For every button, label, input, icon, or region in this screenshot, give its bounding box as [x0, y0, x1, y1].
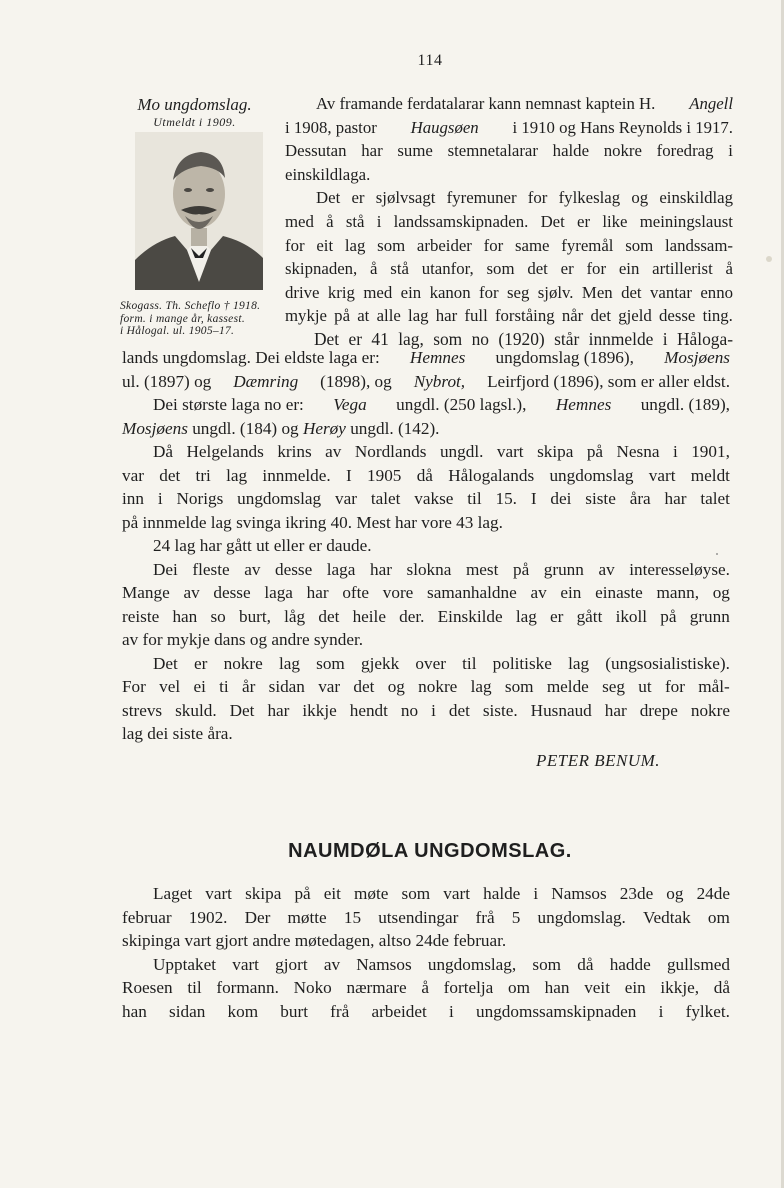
text-line: var det tri lag innmelde. I 1905 då Hålogalands ungdomslag vart meldt: [122, 465, 730, 485]
text-line: Mosjøens ungdl. (184) og Herøy ungdl. (142).: [122, 418, 440, 438]
article-full-column: [122, 346, 730, 746]
text-line: lag dei siste åra.: [122, 724, 233, 743]
text-line: februar 1902. Der møtte 15 utsendingar frå 5 ungdomslag. Vedtak om: [122, 907, 730, 927]
paper-speck: [716, 553, 718, 555]
text-line: Dei fleste av desse laga har slokna mest på grunn av interesseløyse.: [153, 559, 730, 579]
text-line: Då Helgelands krins av Nordlands ungdl. vart skipa på Nesna i 1901,: [153, 442, 730, 461]
text-line: 24 lag har gått ut eller er daude.: [153, 536, 372, 555]
text-line: for eit lag som arbeider for same fyremål som landssam-: [285, 235, 733, 255]
article-narrow-column: [285, 92, 733, 352]
text-line: inn i Norigs ungdomslag var talet vakse til 15. I dei siste åra har talet: [122, 489, 730, 508]
text-line: Upptaket vart gjort av Namsos ungdomslag, som då hadde gullsmed: [153, 954, 730, 974]
text-line: mykje på at alle lag har full forståing når det gjeld desse ting.: [285, 306, 733, 326]
text-line: einskildlaga.: [285, 164, 371, 184]
text-line: Dei største laga no er: Vega ungdl. (250 lagsl.), Hemnes ungdl. (189),: [153, 395, 730, 414]
text-line: Roesen til formann. Noko nærmare å fortelja om han veit ein ikkje, då: [122, 978, 730, 997]
page-number: 114: [417, 52, 443, 69]
caption-subtitle: Utmeldt i 1909.: [153, 115, 236, 129]
portrait-photo: [135, 132, 263, 290]
text-line: Laget vart skipa på eit møte som vart halde i Namsos 23de og 24de: [153, 884, 730, 903]
portrait-caption-top: [112, 95, 277, 129]
text-line: Det er nokre lag som gjekk over til politiske lag (ungsosialistiske).: [153, 653, 730, 673]
text-line: strevs skuld. Det har ikkje hendt no i det siste. Husnaud har drepe nokre: [122, 700, 730, 720]
portrait-caption-line: Skogass. Th. Scheflo † 1918.: [120, 300, 261, 312]
paper-speck: [766, 256, 772, 262]
text-line: skipinga vart gjort andre møtedagen, altso 24de februar.: [122, 931, 507, 950]
article2-body: [122, 882, 730, 1023]
section-heading: NAUMDØLA UNGDOMSLAG.: [288, 840, 572, 862]
text-line: reiste han so burt, låg det heile der. Einskilde lag er gått ikoll på grunn: [122, 606, 730, 626]
text-line: Dessutan har sume stemnetalarar halde nokre foredrag i: [285, 141, 733, 161]
portrait-caption-line: form. i mange år, kassest.: [120, 312, 246, 325]
text-line: i 1908, pastor Haugsøen i 1910 og Hans Reynolds i 1917.: [285, 117, 733, 137]
text-line: drive krig med ein kanon for seg sjølv. Men det vantar enno: [285, 282, 733, 302]
text-line: av for mykje dans og andre synder.: [122, 630, 364, 649]
text-line: For vel ei ti år sidan var det og nokre lag som melde seg ut for mål-: [122, 677, 730, 696]
text-line: ul. (1897) og Dæmring (1898), og Nybrot, Leirfjord (1896), som er aller eldst.: [122, 371, 730, 391]
portrait-caption-line: i Hålogal. ul. 1905–17.: [120, 325, 235, 337]
text-line: Av framande ferdatalarar kann nemnast kaptein H. Angell: [316, 94, 733, 113]
text-line: på innmelde lag svinga ikring 40. Mest har vore 43 lag.: [122, 512, 503, 532]
text-line: Det er 41 lag, som no (1920) står innmelde i Hålogа-: [314, 328, 733, 349]
text-line: han sidan kom burt frå arbeidet i ungdomssamskipnaden i fylket.: [122, 1001, 730, 1021]
text-line: Mange av desse laga har ofte vore samanhaldne av ein einaste mann, og: [122, 583, 730, 602]
author-signature: PETER BENUM.: [536, 751, 661, 770]
text-line: skipnaden, å stå utanfor, som det er for ein artillerist å: [285, 259, 733, 279]
text-line: lands ungdomslag. Dei eldste laga er: Hemnes ungdomslag (1896), Mosjøens: [122, 348, 730, 367]
text-line: Det er sjølvsagt fyremuner for fylkeslag og einskildlag: [316, 188, 733, 208]
portrait-caption: [120, 300, 280, 338]
text-line: med å stå i landssamskipnaden. Det er like meiningslaust: [285, 211, 733, 231]
caption-title: Mo ungdomslag.: [137, 95, 252, 114]
